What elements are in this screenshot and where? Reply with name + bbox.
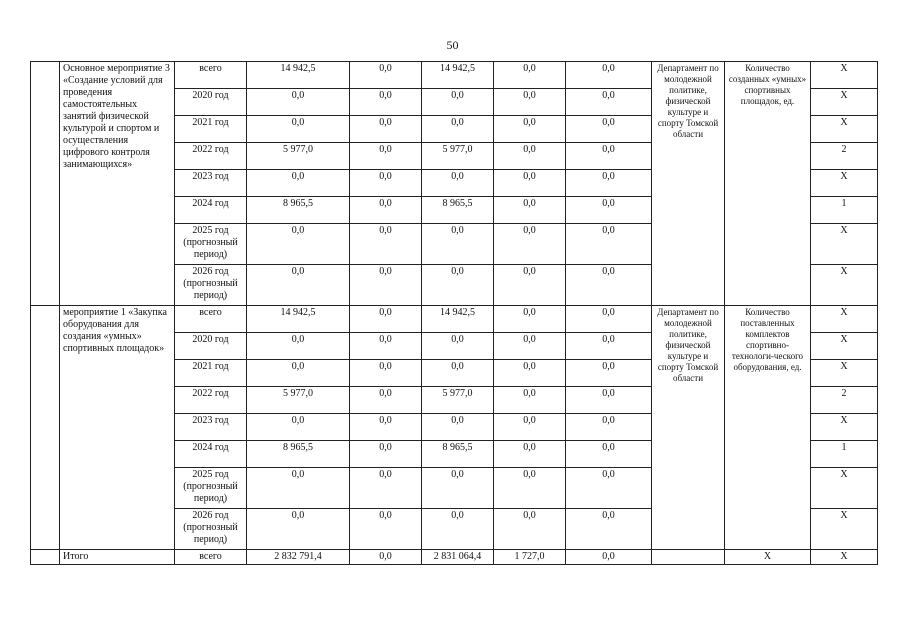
other-cell: 0,0 [566, 62, 652, 89]
other-cell: 0,0 [566, 387, 652, 414]
other-cell: 0,0 [566, 116, 652, 143]
regional-cell: 5 977,0 [422, 143, 494, 170]
federal-cell: 0,0 [350, 224, 422, 265]
total-cell: 14 942,5 [247, 306, 350, 333]
year-cell: 2022 год [175, 387, 247, 414]
year-cell: 2025 год (прогнозный период) [175, 224, 247, 265]
total-cell: 0,0 [247, 360, 350, 387]
local-cell: 0,0 [494, 197, 566, 224]
federal-cell: 0,0 [350, 265, 422, 306]
table-row [31, 62, 878, 89]
other-cell: 0,0 [566, 306, 652, 333]
other-cell: 0,0 [566, 170, 652, 197]
indicator-value-cell: 2 [811, 143, 878, 170]
federal-cell: 0,0 [350, 89, 422, 116]
local-cell: 0,0 [494, 333, 566, 360]
indicator-value-cell: X [811, 550, 878, 565]
local-cell: 0,0 [494, 360, 566, 387]
federal-cell: 0,0 [350, 143, 422, 170]
local-cell: 0,0 [494, 170, 566, 197]
regional-cell: 14 942,5 [422, 306, 494, 333]
total-cell: 5 977,0 [247, 387, 350, 414]
year-cell: 2020 год [175, 89, 247, 116]
local-cell: 0,0 [494, 441, 566, 468]
regional-cell: 0,0 [422, 468, 494, 509]
total-cell: 0,0 [247, 89, 350, 116]
year-cell: 2023 год [175, 170, 247, 197]
indicator-value-cell: X [811, 89, 878, 116]
year-cell: всего [175, 550, 247, 565]
indicator-value-cell: X [811, 170, 878, 197]
indicator-value-cell: X [811, 333, 878, 360]
row-number-cell [31, 550, 60, 565]
year-cell: 2021 год [175, 116, 247, 143]
year-cell: 2023 год [175, 414, 247, 441]
total-cell: 8 965,5 [247, 441, 350, 468]
total-cell: 0,0 [247, 333, 350, 360]
local-cell: 0,0 [494, 414, 566, 441]
page-number: 50 [446, 38, 459, 52]
year-cell: всего [175, 306, 247, 333]
local-cell: 0,0 [494, 143, 566, 170]
regional-cell: 0,0 [422, 116, 494, 143]
year-cell: 2022 год [175, 143, 247, 170]
table-body [31, 62, 878, 565]
regional-cell: 0,0 [422, 89, 494, 116]
local-cell: 0,0 [494, 468, 566, 509]
federal-cell: 0,0 [350, 306, 422, 333]
total-cell: 0,0 [247, 509, 350, 550]
total-cell: 5 977,0 [247, 143, 350, 170]
indicator-value-cell: X [811, 360, 878, 387]
indicator-value-cell: X [811, 224, 878, 265]
federal-cell: 0,0 [350, 414, 422, 441]
activity-title: Основное мероприятие 3 «Создание условий для проведения самостоятельных занятий физической культурой и спортом и осуществления цифрового контроля занимающихся» [60, 62, 175, 306]
federal-cell: 0,0 [350, 509, 422, 550]
year-cell: 2021 год [175, 360, 247, 387]
year-cell: 2026 год (прогнозный период) [175, 509, 247, 550]
indicator-value-cell: X [811, 265, 878, 306]
regional-cell: 2 831 064,4 [422, 550, 494, 565]
executor-cell [652, 550, 725, 565]
row-number-cell [31, 306, 60, 550]
other-cell: 0,0 [566, 143, 652, 170]
year-cell: 2024 год [175, 197, 247, 224]
federal-cell: 0,0 [350, 170, 422, 197]
total-cell: 8 965,5 [247, 197, 350, 224]
regional-cell: 8 965,5 [422, 441, 494, 468]
other-cell: 0,0 [566, 224, 652, 265]
indicator-value-cell: 1 [811, 441, 878, 468]
total-row [31, 550, 878, 565]
regional-cell: 0,0 [422, 224, 494, 265]
total-label: Итого [60, 550, 175, 565]
regional-cell: 0,0 [422, 333, 494, 360]
regional-cell: 0,0 [422, 414, 494, 441]
year-cell: 2024 год [175, 441, 247, 468]
federal-cell: 0,0 [350, 62, 422, 89]
activity-title: мероприятие 1 «Закупка оборудования для создания «умных» спортивных площадок» [60, 306, 175, 550]
local-cell: 1 727,0 [494, 550, 566, 565]
total-cell: 0,0 [247, 468, 350, 509]
other-cell: 0,0 [566, 333, 652, 360]
other-cell: 0,0 [566, 441, 652, 468]
other-cell: 0,0 [566, 89, 652, 116]
other-cell: 0,0 [566, 468, 652, 509]
indicator-value-cell: X [811, 509, 878, 550]
executor-cell: Департамент по молодежной политике, физической культуре и спорту Томской области [652, 306, 725, 550]
indicator-value-cell: X [811, 62, 878, 89]
year-cell: всего [175, 62, 247, 89]
executor-cell: Департамент по молодежной политике, физической культуре и спорту Томской области [652, 62, 725, 306]
regional-cell: 0,0 [422, 170, 494, 197]
other-cell: 0,0 [566, 550, 652, 565]
regional-cell: 0,0 [422, 360, 494, 387]
federal-cell: 0,0 [350, 333, 422, 360]
year-cell: 2025 год (прогнозный период) [175, 468, 247, 509]
indicator-value-cell: X [811, 116, 878, 143]
total-cell: 0,0 [247, 170, 350, 197]
indicator-value-cell: X [811, 414, 878, 441]
other-cell: 0,0 [566, 360, 652, 387]
row-number-cell [31, 62, 60, 306]
federal-cell: 0,0 [350, 550, 422, 565]
other-cell: 0,0 [566, 509, 652, 550]
year-cell: 2020 год [175, 333, 247, 360]
local-cell: 0,0 [494, 265, 566, 306]
local-cell: 0,0 [494, 387, 566, 414]
budget-table [30, 61, 878, 565]
regional-cell: 0,0 [422, 509, 494, 550]
local-cell: 0,0 [494, 306, 566, 333]
federal-cell: 0,0 [350, 387, 422, 414]
indicator-cell: X [725, 550, 811, 565]
local-cell: 0,0 [494, 89, 566, 116]
regional-cell: 0,0 [422, 265, 494, 306]
total-cell: 0,0 [247, 265, 350, 306]
local-cell: 0,0 [494, 62, 566, 89]
federal-cell: 0,0 [350, 116, 422, 143]
total-cell: 2 832 791,4 [247, 550, 350, 565]
federal-cell: 0,0 [350, 441, 422, 468]
regional-cell: 14 942,5 [422, 62, 494, 89]
table-row [31, 306, 878, 333]
local-cell: 0,0 [494, 116, 566, 143]
indicator-value-cell: X [811, 306, 878, 333]
total-cell: 0,0 [247, 224, 350, 265]
year-cell: 2026 год (прогнозный период) [175, 265, 247, 306]
other-cell: 0,0 [566, 197, 652, 224]
total-cell: 0,0 [247, 116, 350, 143]
indicator-value-cell: 2 [811, 387, 878, 414]
federal-cell: 0,0 [350, 468, 422, 509]
regional-cell: 5 977,0 [422, 387, 494, 414]
indicator-cell: Количество поставленных комплектов спортивно-технологи-ческого оборудования, ед. [725, 306, 811, 550]
indicator-cell: Количество созданных «умных» спортивных площадок, ед. [725, 62, 811, 306]
indicator-value-cell: 1 [811, 197, 878, 224]
other-cell: 0,0 [566, 265, 652, 306]
local-cell: 0,0 [494, 509, 566, 550]
local-cell: 0,0 [494, 224, 566, 265]
other-cell: 0,0 [566, 414, 652, 441]
total-cell: 0,0 [247, 414, 350, 441]
federal-cell: 0,0 [350, 360, 422, 387]
indicator-value-cell: X [811, 468, 878, 509]
federal-cell: 0,0 [350, 197, 422, 224]
regional-cell: 8 965,5 [422, 197, 494, 224]
total-cell: 14 942,5 [247, 62, 350, 89]
